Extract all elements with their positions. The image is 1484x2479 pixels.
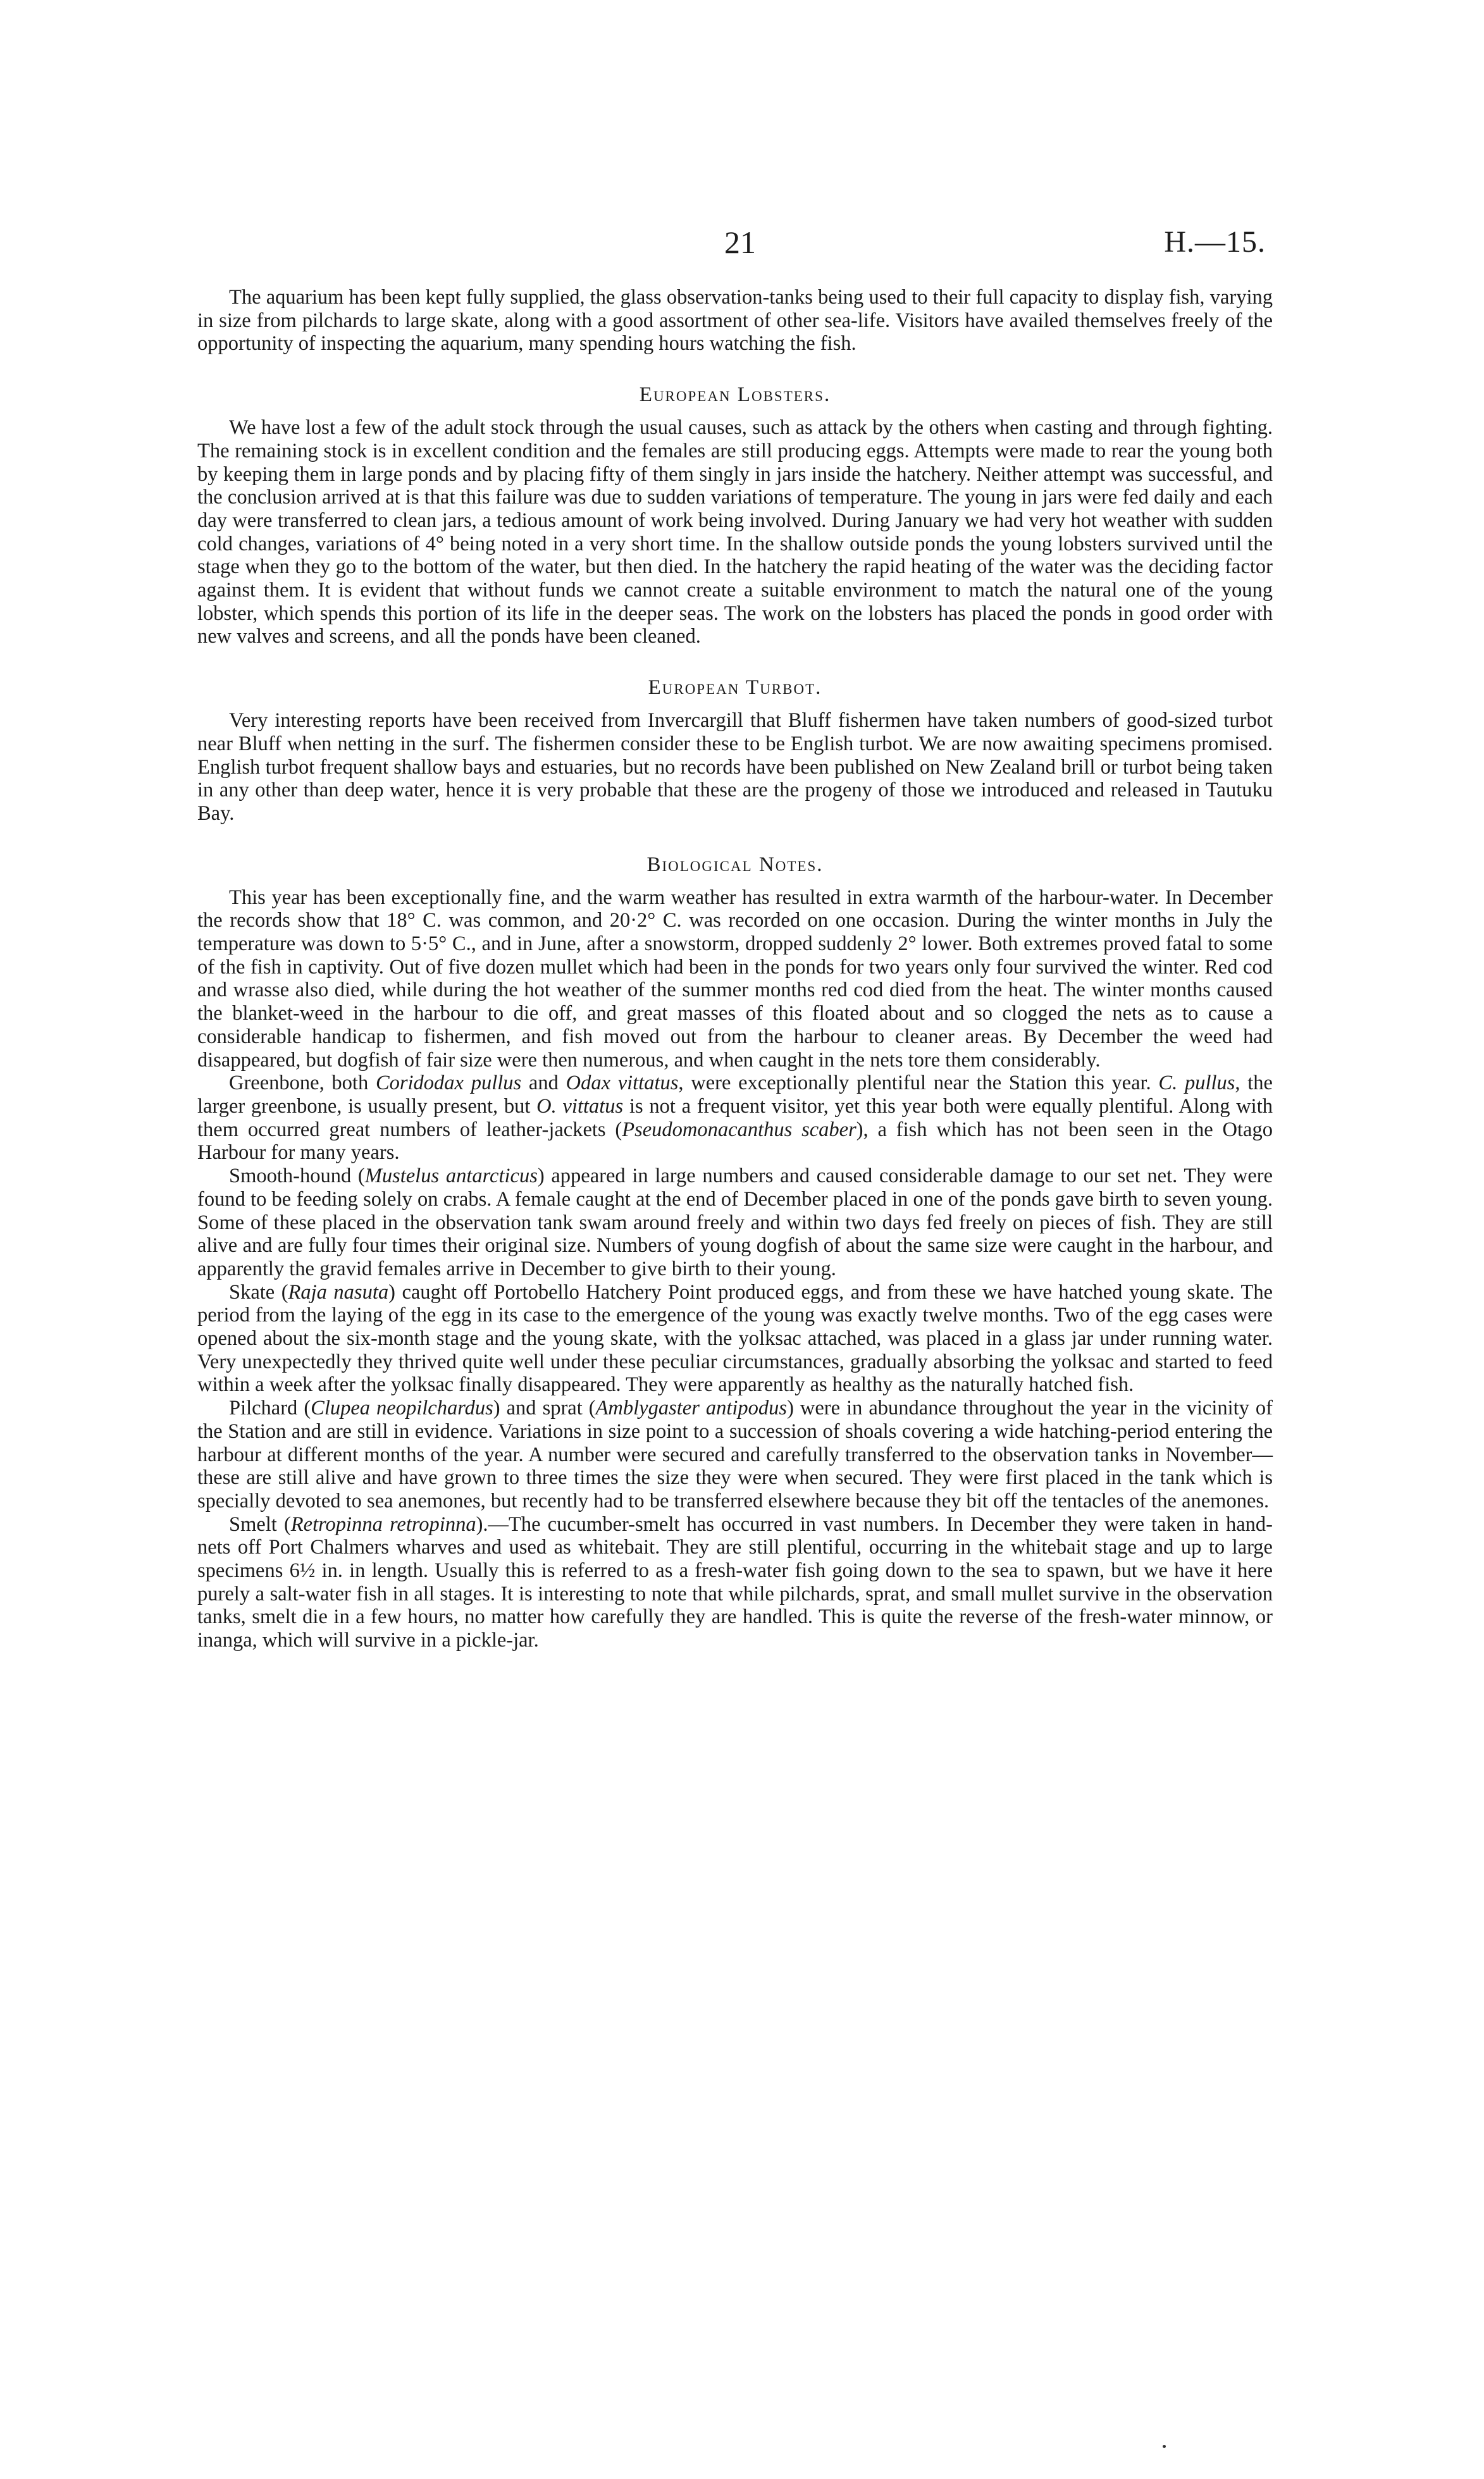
- biological-notes-heading: Biological Notes.: [646, 853, 824, 876]
- aquarium-paragraph: The aquarium has been kept fully supplied, the glass observation-tanks being used to their full capacity to display fish, varying in size from pilchards to large skate, along with a good assortment of other sea-life. Visitors have availed themselves freely of the opportunity of inspecting the aquarium, many spending hours watching the fish.: [197, 286, 1273, 355]
- skate-paragraph: Skate (Raja nasuta) caught off Portobello Hatchery Point produced eggs, and from these we have hatched young skate. The period from the laying of the egg in its case to the emergence of the young was exactly twelve months. Two of the egg cases were opened about the six-month stage and the young skate, with the yolksac attached, was placed in a glass jar under running water. Very unexpectedly they thrived quite well under these peculiar circumstances, gradually absorbing the yolksac and started to feed within a week after the yolksac finally disappeared. They were apparently as healthy as the naturally hatched fish.: [197, 1280, 1273, 1397]
- species-name: Pseudomonacanthus scaber: [622, 1118, 856, 1141]
- document-body: [197, 286, 1273, 1652]
- species-name: Amblygaster antipodus: [595, 1397, 788, 1420]
- european-turbot-heading: European Turbot.: [648, 676, 822, 700]
- turbot-paragraph: Very interesting reports have been received from Invercargill that Bluff fishermen have taken numbers of good-sized turbot near Bluff when netting in the surf. The fishermen consider these to be English turbot. We are now awaiting specimens promised. English turbot frequent shallow bays and estuaries, but no records have been published on New Zealand brill or turbot being taken in any other than deep water, hence it is very probable that these are the progeny of those we introduced and released in Tautuku Bay.: [197, 709, 1273, 825]
- page-mark: [1163, 2445, 1166, 2448]
- species-name: Clupea neopilchardus: [311, 1397, 493, 1420]
- document-code: H.—15.: [1164, 225, 1266, 259]
- page-number: 21: [724, 225, 756, 260]
- lobsters-paragraph: We have lost a few of the adult stock through the usual causes, such as attack by the others when casting and through fighting. The remaining stock is in excellent condition and the females are still producing eggs. Attempts were made to rear the young both by keeping them in large ponds and by placing fifty of them singly in jars inside the hatchery. Neither attempt was successful, and the conclusion arrived at is that this failure was due to sudden variations of temperature. The young in jars were fed daily and each day were transferred to clean jars, a tedious amount of work being involved. During January we had very hot weather with sudden cold changes, variations of 4° being noted in a very short time. In the shallow outside ponds the young lobsters survived until the stage when they go to the bottom of the water, but then died. In the hatchery the rapid heating of the water was the deciding factor against them. It is evident that without funds we cannot create a suitable environment to match the natural one of the young lobster, which spends this portion of its life in the deeper seas. The work on the lobsters has placed the ponds in good order with new valves and screens, and all the ponds have been cleaned.: [197, 416, 1273, 648]
- species-name: Odax vittatus: [566, 1072, 679, 1095]
- species-name: O. vittatus: [536, 1094, 624, 1118]
- european-lobsters-heading: European Lobsters.: [639, 383, 831, 407]
- species-name: Raja nasuta: [288, 1280, 389, 1304]
- water-temperature-paragraph: This year has been exceptionally fine, and the warm weather has resulted in extra warmth of the harbour-water. In December the records show that 18° C. was common, and 20·2° C. was recorded on one occasion. During the winter months in July the temperature was down to 5·5° C., and in June, after a snowstorm, dropped suddenly 2° lower. Both extremes proved fatal to some of the fish in captivity. Out of five dozen mullet which had been in the ponds for two years only four survived the winter. Red cod and wrasse also died, while during the hot weather of the summer months red cod died from the heat. The winter months caused the blanket-weed in the harbour to die off, and great masses of this floated about and so clogged the nets as to cause a considerable handicap to fishermen, and fish moved out from the harbour to cleaner areas. By December the weed had disappeared, but dogfish of fair size were then numerous, and when caught in the nets tore them considerably.: [197, 886, 1273, 1072]
- page-header: [0, 220, 1484, 264]
- species-name: Retropinna retropinna: [290, 1512, 476, 1536]
- smooth-hound-paragraph: Smooth-hound (Mustelus antarcticus) appeared in large numbers and caused considerable damage to our set net. They were found to be feeding solely on crabs. A female caught at the end of December placed in one of the ponds gave birth to seven young. Some of these placed in the observation tank swam around freely and within two days fed freely on pieces of fish. They are still alive and are fully four times their original size. Numbers of young dogfish of about the same size were caught in the harbour, and apparently the gravid females arrive in December to give birth to their young.: [197, 1165, 1273, 1280]
- species-name: C. pullus: [1158, 1072, 1235, 1095]
- species-name: Mustelus antarcticus: [364, 1165, 538, 1188]
- pilchard-paragraph: Pilchard (Clupea neopilchardus) and sprat (Amblygaster antipodus) were in abundance throughout the year in the vicinity of the Station and are still in evidence. Variations in size point to a succession of shoals covering a wide hatching-period entering the harbour at different months of the year. A number were secured and carefully transferred to the observation tanks in November—these are still alive and have grown to three times the size they were when secured. They were first placed in the tank which is specially devoted to sea anemones, but recently had to be transferred elsewhere because they bit off the tentacles of the anemones.: [197, 1397, 1273, 1512]
- smelt-paragraph: Smelt (Retropinna retropinna).—The cucumber-smelt has occurred in vast numbers. In December they were taken in hand-nets off Port Chalmers wharves and used as whitebait. They are still plentiful, occurring in the whitebait stage and up to large specimens 6½ in. in length. Usually this is referred to as a fresh-water fish going down to the sea to spawn, but we have it here purely a salt-water fish in all stages. It is interesting to note that while pilchards, sprat, and small mullet survive in the observation tanks, smelt die in a few hours, no matter how carefully they are handled. This is quite the reverse of the fresh-water minnow, or inanga, which will survive in a pickle-jar.: [197, 1512, 1273, 1652]
- greenbone-paragraph: Greenbone, both Coridodax pullus and Odax vittatus, were exceptionally plentiful near the Station this year. C. pullus, the larger greenbone, is usually present, but O. vittatus is not a frequent visitor, yet this year both were equally plentiful. Along with them occurred great numbers of leather-jackets (Pseudomonacanthus scaber), a fish which has not been seen in the Otago Harbour for many years.: [197, 1072, 1273, 1165]
- species-name: Coridodax pullus: [375, 1072, 522, 1095]
